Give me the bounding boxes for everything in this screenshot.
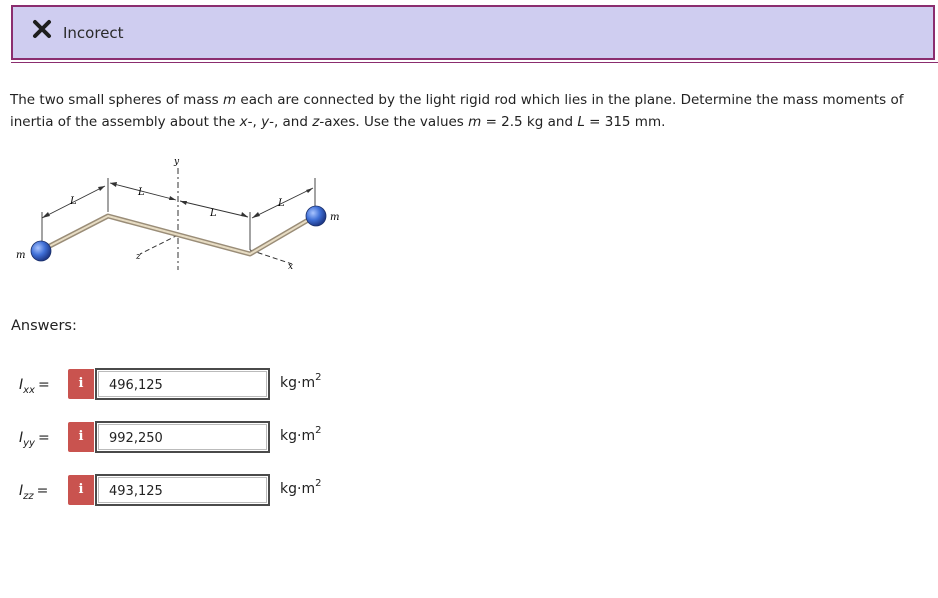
axes — [140, 168, 292, 270]
ixx-unit: $kg\cdot m^2$ — [280, 372, 322, 391]
question-text: The two small spheres of mass m each are connected by the light rigid rod which lies in the plane. Determine the mass moments of inertia of the assembly about the x-, y-, and z-axes. Use the values m = 2.5 kg and L = 315 mm. — [10, 92, 904, 130]
iyy-unit: $kg\cdot m^2$ — [280, 425, 322, 444]
mass-label-right: m — [330, 212, 340, 223]
mass-label-left: m — [16, 250, 26, 261]
ixx-label: $I_{xx}$ = — [19, 377, 50, 396]
z-axis-label: z — [136, 252, 141, 262]
iyy-input[interactable]: 992,250 — [95, 421, 270, 453]
izz-unit: $kg\cdot m^2$ — [280, 478, 322, 497]
status-text: Incorect — [63, 24, 124, 42]
answers-heading: Answers: — [11, 318, 77, 334]
banner-divider — [11, 62, 938, 63]
izz-input[interactable]: 493,125 — [95, 474, 270, 506]
sphere-right — [306, 206, 326, 226]
x-mark-icon — [32, 19, 52, 39]
info-icon[interactable]: i — [68, 369, 94, 399]
ixx-input[interactable]: 496,125 — [95, 368, 270, 400]
iyy-label: $I_{yy}$ = — [19, 430, 50, 449]
dim-label-1: L — [70, 196, 77, 207]
y-axis-label: y — [174, 157, 180, 167]
dim-label-3: L — [210, 208, 217, 219]
info-icon[interactable]: i — [68, 475, 94, 505]
dim-label-4: L — [278, 198, 285, 209]
rod-spheres-figure — [0, 150, 360, 300]
dim-label-2: L — [138, 187, 145, 198]
izz-label: $I_{zz}$ = — [19, 483, 49, 502]
x-axis-label: x — [288, 262, 294, 272]
info-icon[interactable]: i — [68, 422, 94, 452]
status-banner — [11, 5, 935, 60]
sphere-left — [31, 241, 51, 261]
